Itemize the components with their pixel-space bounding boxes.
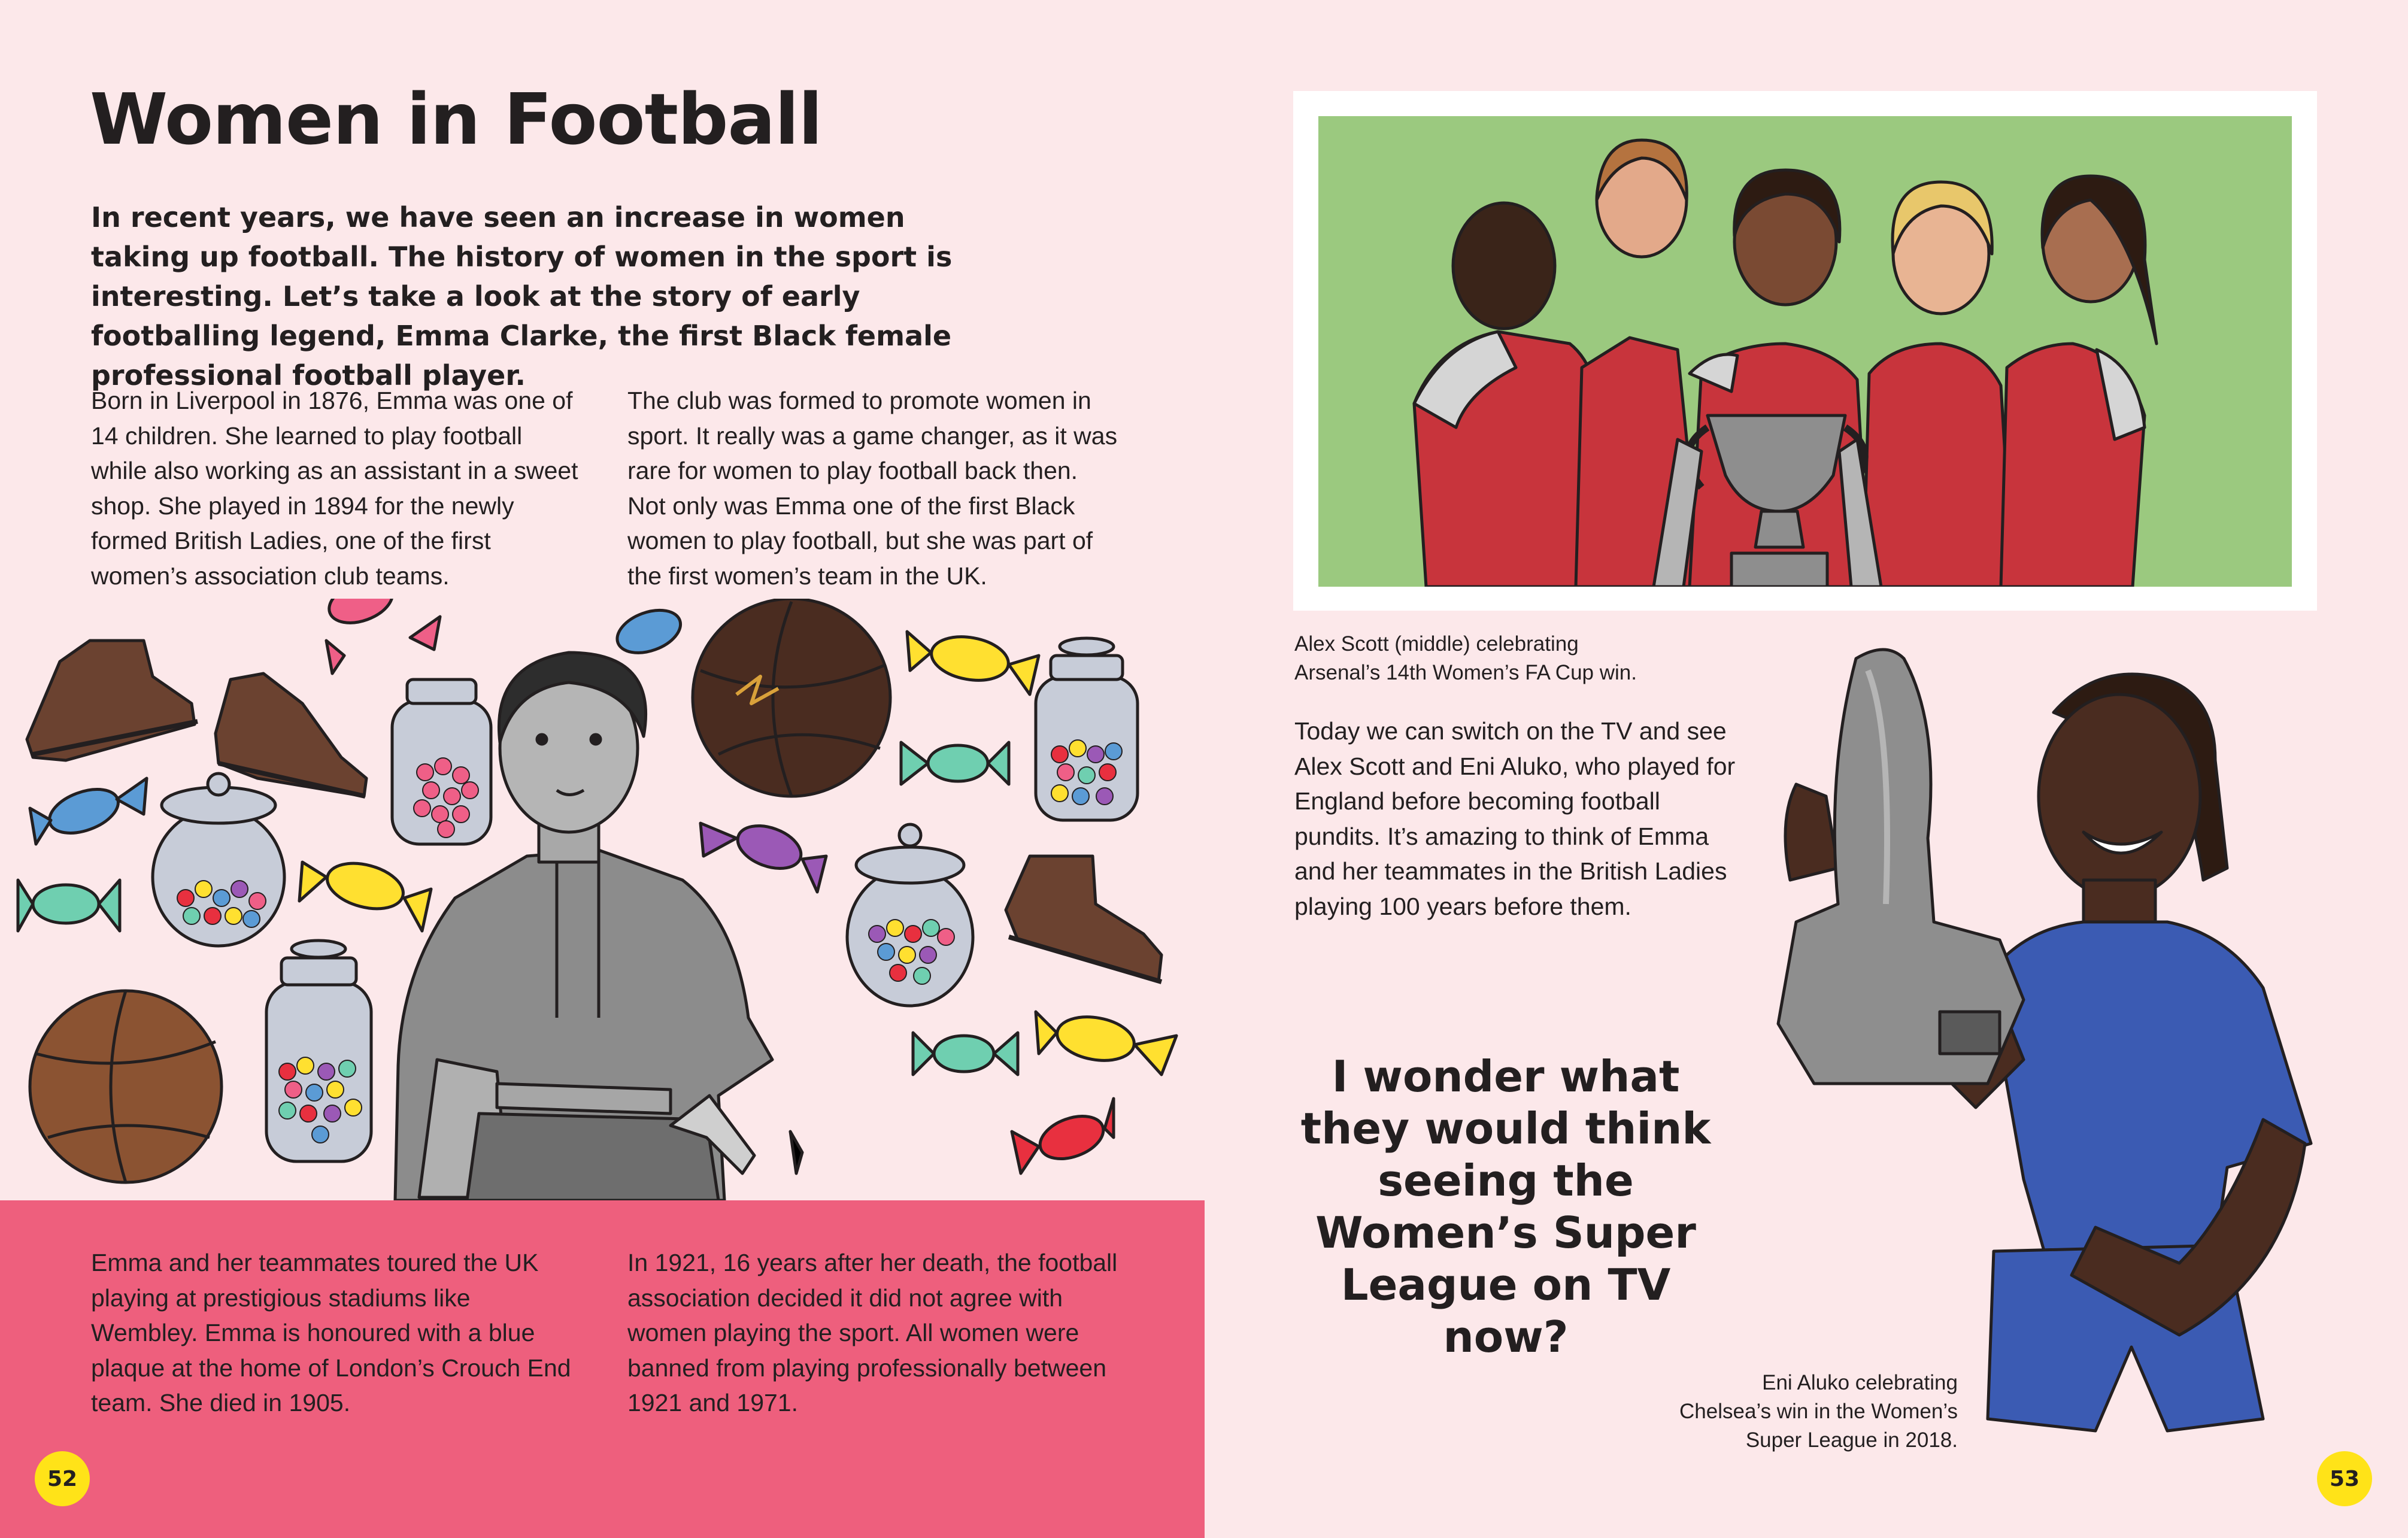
arsenal-players-drawing <box>1318 116 2292 587</box>
sweet-wrapper-icon <box>907 631 1039 694</box>
sweet-wrapper-icon <box>323 599 440 674</box>
sweet-jar-icon <box>1036 638 1138 820</box>
page-number-left: 52 <box>35 1451 90 1506</box>
sweet-wrapper-icon <box>700 818 826 892</box>
body-column-1: Born in Liverpool in 1876, Emma was one of 14 children. She learned to play football while also working as an assistant in a sweet shop. She played in 1894 for the newly formed British Ladies, one of the first women’s association club teams. <box>91 387 578 590</box>
intro-paragraph: In recent years, we have seen an increase in women taking up football. The history of women in the sport is interesting. Let’s take a look at the story of early footballing legend, Emma Clarke, the first Black female professional football player. <box>91 201 953 392</box>
aluko-caption-line-1: Eni Aluko celebrating <box>1762 1371 1958 1394</box>
sweet-wrapper-icon <box>1012 1099 1114 1173</box>
sweet-wrapper-icon <box>901 742 1009 784</box>
aluko-caption-line-3: Super League in 2018. <box>1745 1428 1958 1452</box>
sweet-jar-icon <box>392 679 491 844</box>
band-column-2: In 1921, 16 years after her death, the football association decided it did not agree with women playing the sport. All women were banned from playing professionally between 1921 and 1971. <box>627 1249 1118 1416</box>
sweets-and-boots-illustration <box>0 599 1197 1200</box>
right-body-paragraph: Today we can switch on the TV and see Alex Scott and Eni Aluko, who played for England before becoming football pundits. It’s amazing to think of Emma and her teammates in the British Ladies playing 100 years before them. <box>1294 717 1736 920</box>
aluko-caption-line-2: Chelsea’s win in the Women’s <box>1679 1400 1958 1423</box>
sweet-jar-icon <box>153 773 284 946</box>
sweet-wrapper-icon <box>30 778 147 844</box>
arsenal-team-illustration <box>1318 116 2292 587</box>
sweet-wrapper-icon <box>18 880 120 931</box>
band-column-1: Emma and her teammates toured the UK playing at prestigious stadiums like Wembley. Emma is honoured with a blue plaque at the home of London’s Crouch End team. She died in 1905. <box>91 1249 571 1416</box>
sweet-wrapper-icon <box>299 856 431 931</box>
football-boot-icon <box>27 641 198 760</box>
sweet-jar-icon <box>266 941 371 1161</box>
sweet-jar-icon <box>847 824 973 1006</box>
body-column-2: The club was formed to promote women in sport. It really was a game changer, as it was rare for women to play football back then. Not only was Emma one of the first Black women to play football, but she was part of the first women’s team in the UK. <box>627 387 1118 590</box>
eni-aluko-illustration <box>1688 641 2317 1467</box>
photo-caption-line-1: Alex Scott (middle) celebrating <box>1294 632 1579 656</box>
sweet-wrapper-icon <box>1036 1011 1176 1075</box>
vintage-football-icon <box>693 599 890 796</box>
photo-caption-line-2: Arsenal’s 14th Women’s FA Cup win. <box>1294 661 1637 684</box>
football-boot-icon <box>1006 856 1161 982</box>
football-boot-icon <box>216 674 366 796</box>
pull-quote: I wonder what they would think seeing the Women’s Super League on TV now? <box>1300 1051 1711 1362</box>
page-number-right: 53 <box>2317 1451 2372 1506</box>
page-title: Women in Football <box>90 78 822 160</box>
sweet-wrapper-icon <box>913 1033 1018 1075</box>
vintage-football-icon <box>30 991 222 1182</box>
